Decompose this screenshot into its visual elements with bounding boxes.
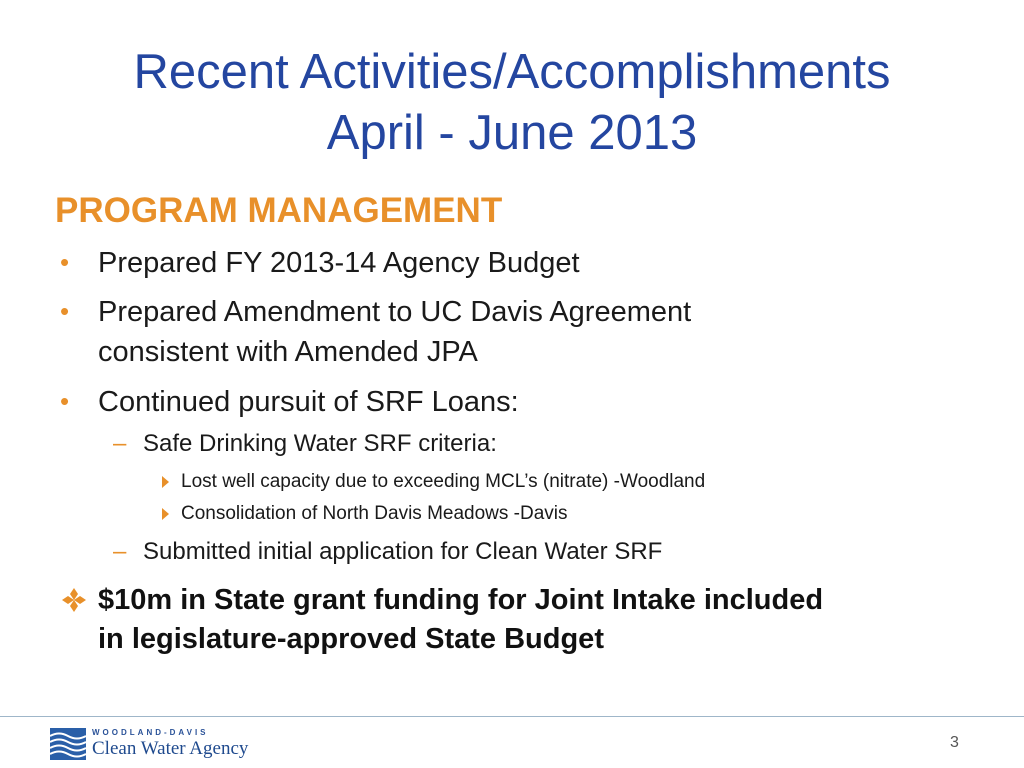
- highlight-grant-line-2: in legislature-approved State Budget: [98, 623, 604, 655]
- sub-sub-item-well-capacity: Lost well capacity due to exceeding MCL’s (nitrate) -Woodland: [181, 471, 706, 492]
- triangle-right-icon: [162, 476, 169, 488]
- title-line-2: April - June 2013: [326, 106, 698, 160]
- water-wave-icon: [50, 728, 86, 760]
- dash-icon: –: [113, 430, 127, 457]
- logo-agency-name: Clean Water Agency: [92, 738, 249, 759]
- item-budget: Prepared FY 2013-14 Agency Budget: [98, 247, 580, 279]
- bullet-icon: •: [60, 247, 70, 277]
- slide-title: [0, 42, 1024, 164]
- item-amendment-cont: consistent with Amended JPA: [98, 336, 478, 368]
- highlight-grant-line-1: $10m in State grant funding for Joint Intake included: [98, 584, 824, 616]
- diamond-bullet-icon: [60, 586, 88, 614]
- sub-item-safe-drinking: Safe Drinking Water SRF criteria:: [143, 430, 497, 457]
- item-amendment: Prepared Amendment to UC Davis Agreement: [98, 296, 692, 328]
- bullet-icon: •: [60, 296, 70, 326]
- item-srf-loans: Continued pursuit of SRF Loans:: [98, 386, 519, 418]
- sub-item-clean-water-app: Submitted initial application for Clean Water SRF: [143, 538, 663, 565]
- sub-sub-item-consolidation: Consolidation of North Davis Meadows -Davis: [181, 503, 568, 524]
- logo-small-text: WOODLAND-DAVIS: [92, 728, 209, 737]
- section-heading: PROGRAM MANAGEMENT: [55, 191, 503, 230]
- page-number: 3: [950, 734, 959, 751]
- bullet-icon: •: [60, 386, 70, 416]
- dash-icon: –: [113, 538, 127, 565]
- triangle-right-icon: [162, 508, 169, 520]
- title-line-1: Recent Activities/Accomplishments: [133, 45, 891, 99]
- footer-divider: [0, 716, 1024, 717]
